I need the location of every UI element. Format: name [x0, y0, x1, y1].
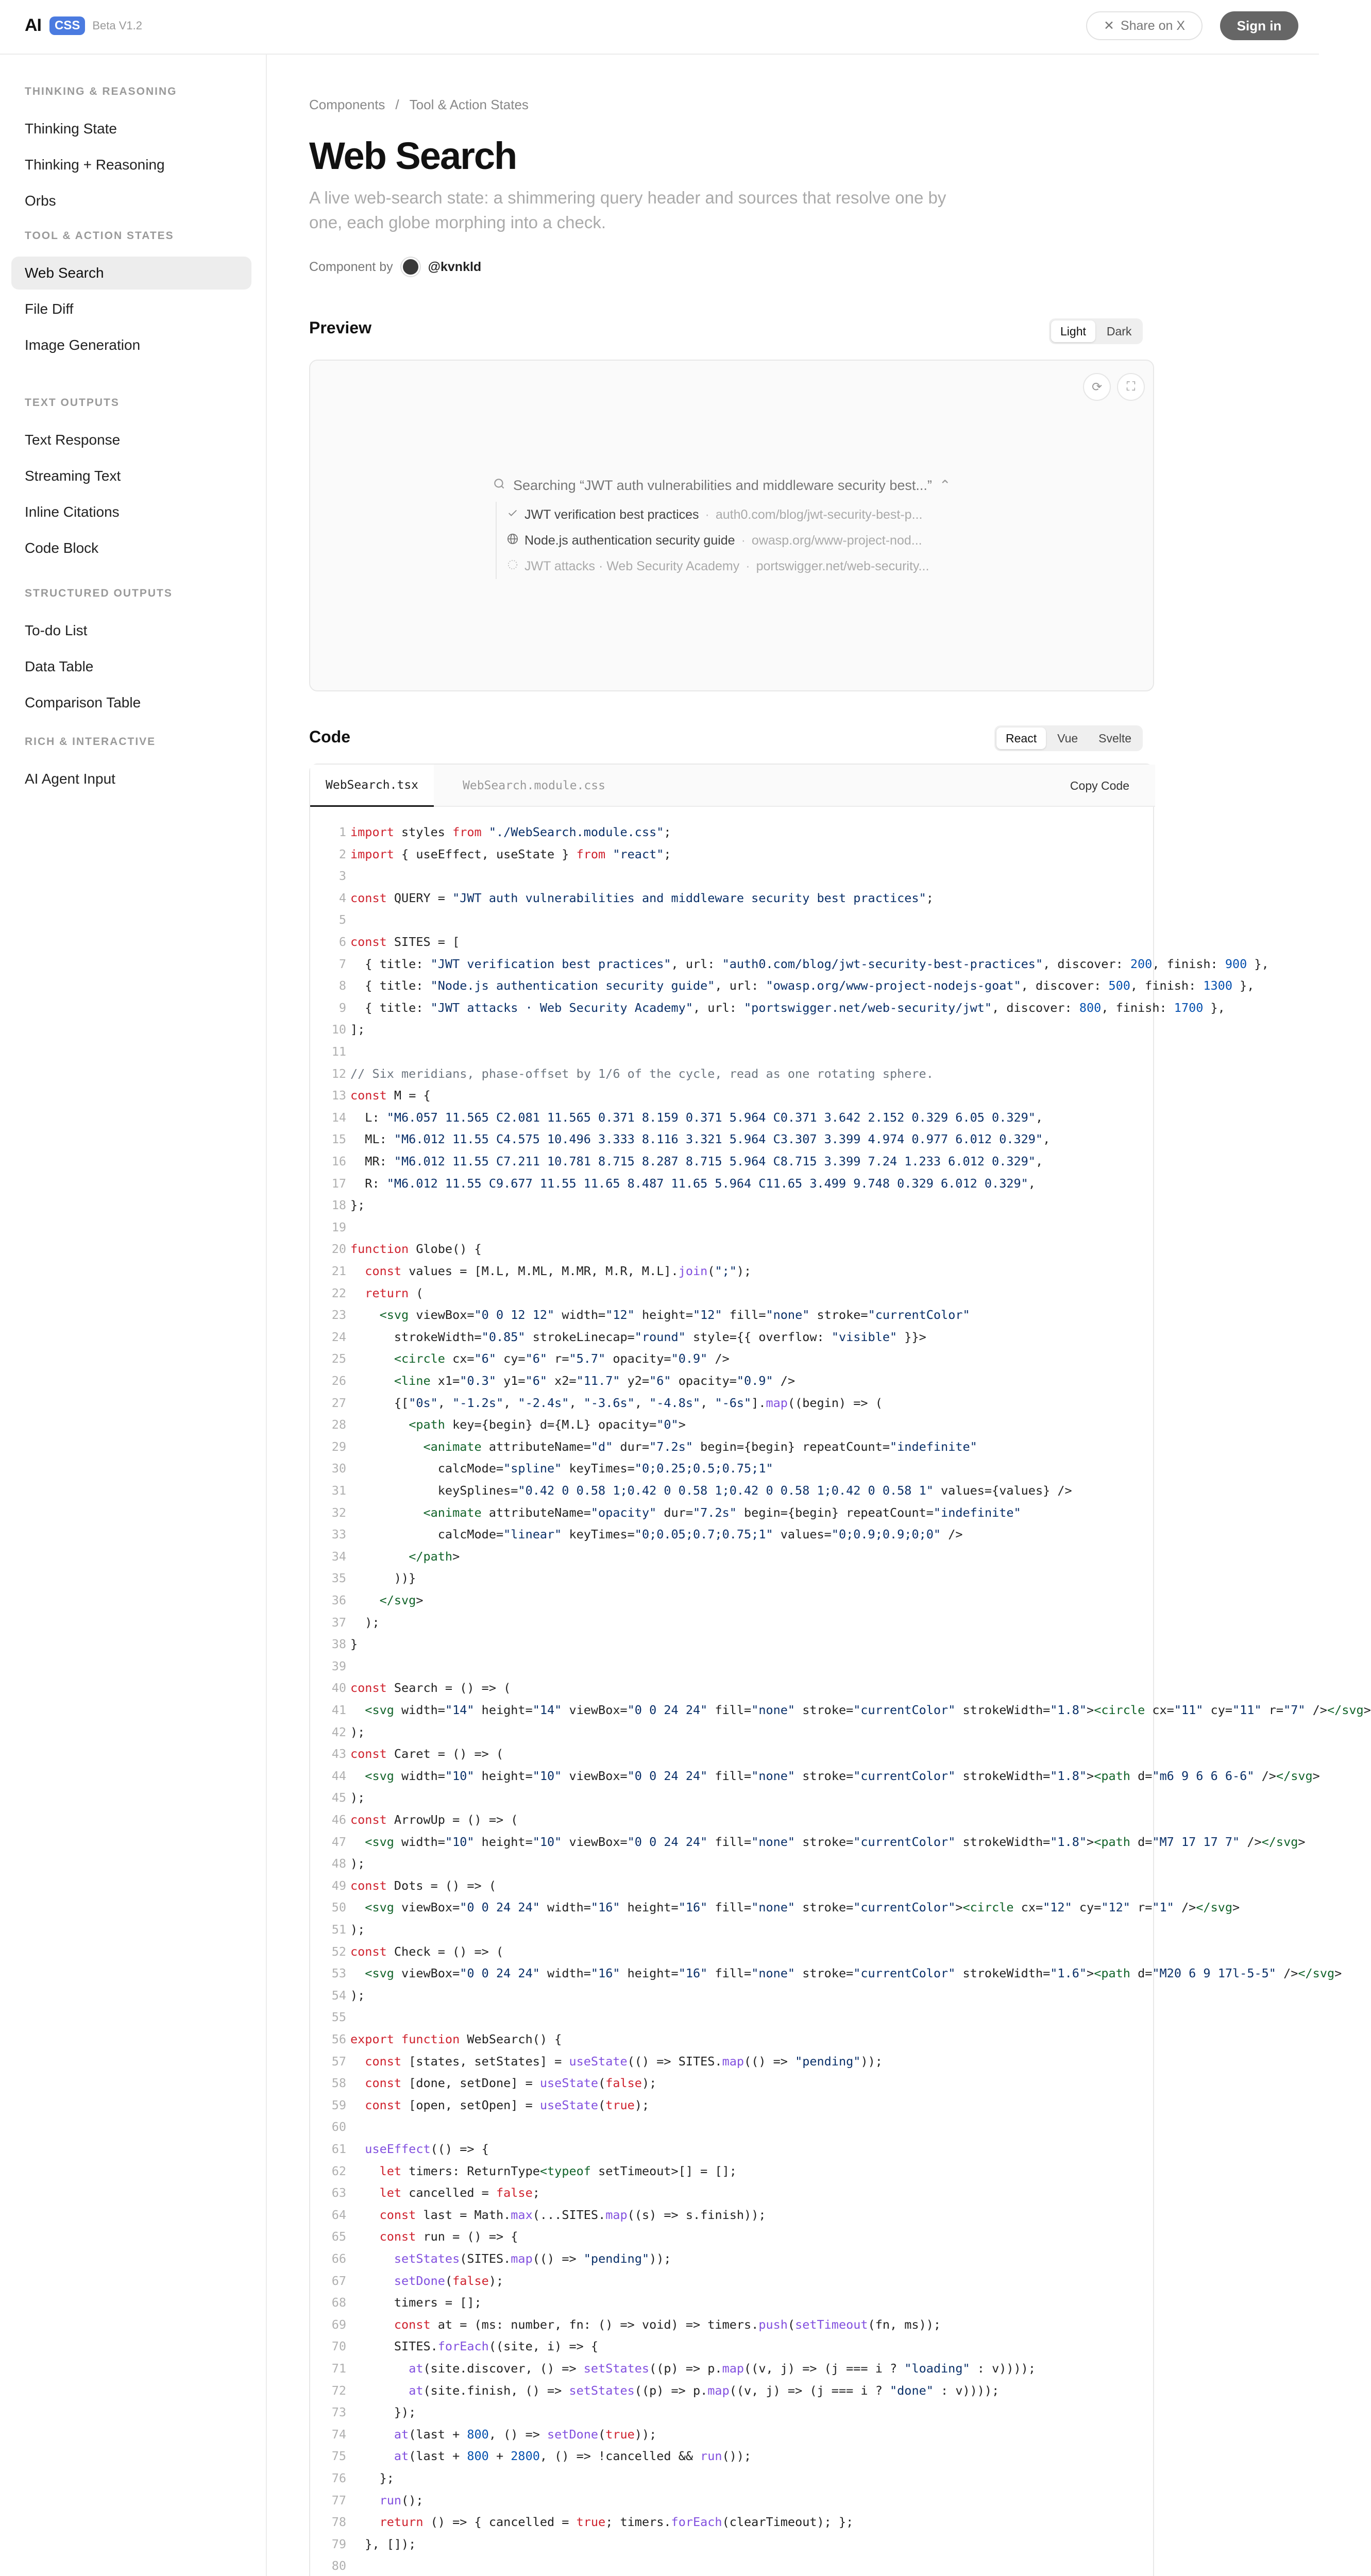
line-number: 16: [331, 1154, 346, 1168]
beta-label: Beta V1.2: [92, 19, 142, 32]
line-number: 47: [331, 1834, 346, 1849]
line-number: 78: [331, 2515, 346, 2530]
line-number: 75: [331, 2449, 346, 2464]
breadcrumb: [309, 97, 529, 113]
code-line: at(last + 800 + 2800, () => !cancelled && run());: [394, 2449, 752, 2464]
code-line: const ArrowUp = () => (: [350, 1812, 518, 1827]
sidebar-item-thinking-reasoning[interactable]: Thinking + Reasoning: [25, 157, 165, 173]
code-line: );: [350, 1724, 365, 1739]
code-line: import { useEffect, useState } from "react";: [350, 846, 671, 861]
line-number: 3: [338, 869, 346, 884]
line-number: 19: [331, 1219, 346, 1234]
code-line: );: [350, 1790, 365, 1805]
code-line: const run = () => {: [379, 2229, 518, 2244]
code-line: <line x1="0.3" y1="6" x2="11.7" y2="6" opacity="0.9" />: [394, 1374, 795, 1388]
result-url: auth0.com/blog/jwt-security-best-p...: [715, 507, 923, 522]
code-line: at(site.discover, () => setStates((p) => p.map((v, j) => (j === i ? "loading" : v))));: [409, 2361, 1036, 2376]
dots-icon: [507, 559, 518, 574]
line-number: 48: [331, 1856, 346, 1871]
line-number: 37: [331, 1615, 346, 1630]
code-line: <svg width="10" height="10" viewBox="0 0 24 24" fill="none" stroke="currentColor" strokeWidth="1.8"><path d="M7 17 17 7" /></svg>: [365, 1834, 1306, 1849]
line-number: 73: [331, 2405, 346, 2420]
page-title: Web Search: [309, 134, 517, 177]
code-line: <svg viewBox="0 0 24 24" width="16" height="16" fill="none" stroke="currentColor"><circle cx="12" cy="12" r="1" /></svg>: [365, 1900, 1240, 1915]
line-number: 14: [331, 1110, 346, 1125]
line-number: 35: [331, 1571, 346, 1586]
code-line: let cancelled = false;: [379, 2185, 540, 2200]
line-number: 66: [331, 2251, 346, 2266]
code-line: setDone(false);: [394, 2273, 504, 2288]
result-item[interactable]: [507, 528, 971, 553]
code-line: import styles from "./WebSearch.module.css";: [350, 825, 671, 839]
code-line: keySplines="0.42 0 0.58 1;0.42 0 0.58 1;0.42 0 0.58 1;0.42 0 0.58 1" values={values} />: [350, 1483, 1072, 1498]
code-line: setStates(SITES.map(() => "pending"));: [394, 2251, 671, 2266]
top-bar: [0, 0, 1319, 55]
code-line: const Dots = () => (: [350, 1878, 496, 1893]
sidebar-item-to-do-list[interactable]: To-do List: [25, 622, 88, 638]
code-line: export function WebSearch() {: [350, 2032, 562, 2046]
line-number: 58: [331, 2076, 346, 2091]
line-number: 40: [331, 1681, 346, 1696]
code-line: SITES.forEach((site, i) => {: [350, 2339, 599, 2354]
code-line: function Globe() {: [350, 1242, 482, 1257]
code-line: );: [350, 1988, 365, 2003]
line-number: 21: [331, 1264, 346, 1278]
line-number: 80: [331, 2558, 346, 2573]
result-item[interactable]: [507, 553, 971, 579]
search-header: [493, 475, 967, 496]
code-line: const Caret = () => (: [350, 1747, 504, 1761]
code-line: at(site.finish, () => setStates((p) => p.map((v, j) => (j === i ? "done" : v))));: [409, 2383, 1000, 2398]
line-number: 49: [331, 1878, 346, 1893]
code-line: { title: "Node.js authentication security guide", url: "owasp.org/www-project-nodejs-goat", discover: 500, finish: 1300 },: [350, 978, 1255, 993]
line-number: 72: [331, 2383, 346, 2398]
sidebar-section-label: TOOL & ACTION STATES: [25, 230, 174, 242]
share-on-x-button[interactable]: [1086, 11, 1203, 40]
code-line: <path key={begin} d={M.L} opacity="0">: [409, 1417, 686, 1432]
tab-websearch-tsx[interactable]: WebSearch.tsx: [310, 765, 434, 807]
preview-heading: Preview: [309, 318, 371, 337]
line-number: 45: [331, 1790, 346, 1805]
code-line: <animate attributeName="d" dur="7.2s" begin={begin} repeatCount="indefinite": [423, 1439, 977, 1454]
code-line: R: "M6.012 11.55 C9.677 11.55 11.65 8.487 11.65 5.964 C11.65 3.499 9.748 0.329 6.012 0.329",: [350, 1176, 1036, 1191]
code-line: MR: "M6.012 11.55 C7.211 10.781 8.715 8.287 8.715 5.964 C8.715 3.399 7.24 1.233 6.012 0.329",: [350, 1154, 1043, 1168]
line-number: 52: [331, 1944, 346, 1959]
line-number: 17: [331, 1176, 346, 1191]
code-line: });: [350, 2405, 416, 2420]
line-number: 60: [331, 2120, 346, 2134]
code-line: ML: "M6.012 11.55 C4.575 10.496 3.333 8.116 3.321 5.964 C3.307 3.399 4.974 0.977 6.012 0.329",: [350, 1132, 1051, 1147]
sidebar-item-image-generation[interactable]: Image Generation: [25, 337, 141, 353]
avatar: [401, 258, 420, 276]
line-number: 71: [331, 2361, 346, 2376]
line-number: 67: [331, 2273, 346, 2288]
line-number: 33: [331, 1527, 346, 1542]
line-number: 54: [331, 1988, 346, 2003]
code-line: };: [350, 2471, 394, 2485]
sidebar-item-thinking-state[interactable]: Thinking State: [25, 121, 117, 137]
result-separator: ·: [705, 507, 709, 522]
sidebar-item-file-diff[interactable]: File Diff: [25, 301, 74, 317]
line-number: 43: [331, 1747, 346, 1761]
tab-websearch-css[interactable]: WebSearch.module.css: [463, 779, 605, 792]
replay-icon[interactable]: ⟳: [1083, 373, 1111, 401]
line-number: 62: [331, 2163, 346, 2178]
sidebar-item-comparison-table[interactable]: Comparison Table: [25, 694, 141, 710]
code-line: ))}: [350, 1571, 416, 1586]
line-number: 29: [331, 1439, 346, 1454]
line-number: 4: [338, 890, 346, 905]
code-line: );: [350, 1615, 380, 1630]
line-number: 64: [331, 2207, 346, 2222]
code-line: <circle cx="6" cy="6" r="5.7" opacity="0.9" />: [394, 1351, 730, 1366]
line-number: 51: [331, 1922, 346, 1937]
author-link[interactable]: @kvnkld: [428, 259, 482, 274]
line-number: 56: [331, 2032, 346, 2046]
line-number: 38: [331, 1637, 346, 1652]
code-line: ];: [350, 1022, 365, 1037]
line-number: 77: [331, 2493, 346, 2507]
code-line: const SITES = [: [350, 935, 460, 949]
line-number: 20: [331, 1242, 346, 1257]
line-number: 7: [338, 956, 346, 971]
code-line: const at = (ms: number, fn: () => void) => timers.push(setTimeout(fn, ms));: [394, 2317, 941, 2332]
line-number: 8: [338, 978, 346, 993]
page-description: A live web-search state: a shimmering query header and sources that resolve one by one, each globe morphing into a check.: [309, 188, 946, 232]
byline: [309, 258, 481, 276]
fullscreen-icon[interactable]: ⛶: [1117, 373, 1145, 401]
line-number: 44: [331, 1768, 346, 1783]
line-number: 18: [331, 1198, 346, 1213]
sidebar-item-streaming-text[interactable]: Streaming Text: [25, 468, 121, 484]
line-number: 26: [331, 1374, 346, 1388]
line-number: 74: [331, 2427, 346, 2442]
result-title: JWT attacks · Web Security Academy: [524, 558, 740, 573]
result-separator: ·: [746, 558, 750, 573]
sidebar-section-label: STRUCTURED OUTPUTS: [25, 587, 173, 599]
theme-toggle: [1049, 318, 1143, 344]
globe-icon: [507, 533, 518, 548]
code-line: </svg>: [379, 1593, 424, 1607]
code-line: };: [350, 1198, 365, 1213]
line-number: 70: [331, 2339, 346, 2354]
copy-code-button[interactable]: Copy Code: [1060, 772, 1140, 800]
line-number: 5: [338, 912, 346, 927]
line-number: 39: [331, 1658, 346, 1673]
line-number: 25: [331, 1351, 346, 1366]
line-number: 55: [331, 2010, 346, 2025]
line-number: 36: [331, 1593, 346, 1607]
code-line: const Search = () => (: [350, 1681, 511, 1696]
sidebar-item-orbs[interactable]: Orbs: [25, 193, 56, 209]
line-number: 32: [331, 1505, 346, 1520]
logo-css-badge: CSS: [49, 16, 85, 35]
line-number: 59: [331, 2097, 346, 2112]
code-panel: [309, 764, 1371, 2576]
line-number: 50: [331, 1900, 346, 1915]
code-line: const M = {: [350, 1088, 431, 1103]
code-line: <svg viewBox="0 0 12 12" width="12" height="12" fill="none" stroke="currentColor": [379, 1308, 970, 1323]
line-number: 53: [331, 1966, 346, 1981]
search-query-text: Searching “JWT auth vulnerabilities and middleware security best...”: [513, 477, 932, 493]
code-line: calcMode="spline" keyTimes="0;0.25;0.5;0.75;1": [350, 1461, 773, 1476]
line-number: 31: [331, 1483, 346, 1498]
theme-option-light[interactable]: Light: [1051, 320, 1095, 342]
line-number: 12: [331, 1066, 346, 1081]
code-line: timers = [];: [350, 2295, 482, 2310]
code-line: { title: "JWT verification best practices", url: "auth0.com/blog/jwt-security-best-practices", discover: 200, finish: 900 },: [350, 956, 1269, 971]
line-number: 63: [331, 2185, 346, 2200]
sidebar-section-label: TEXT OUTPUTS: [25, 397, 120, 409]
line-number: 68: [331, 2295, 346, 2310]
sidebar: [0, 55, 267, 2576]
line-number: 34: [331, 1549, 346, 1564]
file-tabs: [310, 765, 1155, 807]
code-line: {["0s", "-1.2s", "-2.4s", "-3.6s", "-4.8s", "-6s"].map((begin) => (: [350, 1395, 883, 1410]
sidebar-item-text-response[interactable]: Text Response: [25, 432, 121, 448]
theme-option-dark[interactable]: Dark: [1106, 324, 1132, 338]
share-label: Share on X: [1120, 18, 1186, 33]
code-line: const Check = () => (: [350, 1944, 504, 1959]
line-number: 30: [331, 1461, 346, 1476]
line-number: 28: [331, 1417, 346, 1432]
code-line: );: [350, 1922, 365, 1937]
result-url: portswigger.net/web-security...: [756, 558, 929, 573]
line-number: 10: [331, 1022, 346, 1037]
sidebar-section-label: RICH & INTERACTIVE: [25, 736, 156, 748]
line-number: 22: [331, 1285, 346, 1300]
line-number: 76: [331, 2471, 346, 2485]
line-number: 41: [331, 1703, 346, 1717]
logo-ai: AI: [25, 15, 41, 35]
web-search-widget: [493, 475, 967, 579]
code-line: <svg viewBox="0 0 24 24" width="16" height="16" fill="none" stroke="currentColor" strokeWidth="1.6"><path d="M20 6 9 17l-5-5" /></svg>: [365, 1966, 1342, 1981]
line-number: 57: [331, 2054, 346, 2069]
code-line: calcMode="linear" keyTimes="0;0.05;0.7;0.75;1" values="0;0.9;0.9;0;0" />: [350, 1527, 963, 1542]
code-line: at(last + 800, () => setDone(true));: [394, 2427, 657, 2442]
code-line: </path>: [409, 1549, 460, 1564]
result-title: JWT verification best practices: [524, 507, 699, 522]
check-icon: [507, 507, 518, 522]
breadcrumb-components[interactable]: Components: [309, 97, 385, 112]
sidebar-item-web-search[interactable]: Web Search: [11, 257, 251, 290]
code-line: // Six meridians, phase-offset by 1/6 of the cycle, read as one rotating sphere.: [350, 1066, 934, 1081]
code-line: const values = [M.L, M.ML, M.MR, M.R, M.L].join(";");: [365, 1264, 752, 1278]
code-heading: Code: [309, 727, 350, 746]
sidebar-item-code-block[interactable]: Code Block: [25, 540, 99, 556]
code-line: return (: [365, 1285, 424, 1300]
code-line: const [states, setStates] = useState(() => SITES.map(() => "pending"));: [365, 2054, 883, 2069]
sidebar-item-data-table[interactable]: Data Table: [25, 658, 94, 674]
code-line: strokeWidth="0.85" strokeLinecap="round" style={{ overflow: "visible" }}>: [350, 1329, 926, 1344]
line-number: 6: [338, 935, 346, 949]
code-line: const last = Math.max(...SITES.map((s) => s.finish));: [379, 2207, 766, 2222]
code-line: return () => { cancelled = true; timers.forEach(clearTimeout); };: [379, 2515, 854, 2530]
sidebar-item-inline-citations[interactable]: Inline Citations: [25, 504, 120, 520]
line-number: 27: [331, 1395, 346, 1410]
line-number: 46: [331, 1812, 346, 1827]
line-number: 23: [331, 1308, 346, 1323]
code-line: run();: [379, 2493, 424, 2507]
x-icon: ✕: [1103, 19, 1114, 33]
line-number: 65: [331, 2229, 346, 2244]
line-number: 42: [331, 1724, 346, 1739]
result-url: owasp.org/www-project-nod...: [751, 533, 922, 548]
code-line: <animate attributeName="opacity" dur="7.2s" begin={begin} repeatCount="indefinite": [423, 1505, 1021, 1520]
result-title: Node.js authentication security guide: [524, 533, 735, 548]
line-number: 24: [331, 1329, 346, 1344]
code-line: const QUERY = "JWT auth vulnerabilities and middleware security best practices";: [350, 890, 934, 905]
preview-panel: [309, 360, 1154, 691]
chevron-down-icon[interactable]: ⌃: [939, 477, 951, 493]
byline-label: Component by: [309, 259, 393, 274]
line-number: 11: [331, 1044, 346, 1059]
sign-in-button[interactable]: Sign in: [1220, 11, 1298, 40]
search-icon: [493, 477, 506, 494]
logo[interactable]: [25, 15, 142, 36]
line-number: 69: [331, 2317, 346, 2332]
code-line: <svg width="10" height="10" viewBox="0 0 24 24" fill="none" stroke="currentColor" strokeWidth="1.8"><path d="m6 9 6 6 6-6" /></svg>: [365, 1768, 1320, 1783]
line-number: 2: [338, 846, 346, 861]
result-item[interactable]: [507, 502, 971, 528]
code-line: const [done, setDone] = useState(false);: [365, 2076, 657, 2091]
code-line: );: [350, 1856, 365, 1871]
framework-option-react[interactable]: React: [996, 727, 1046, 749]
sidebar-section-label: THINKING & REASONING: [25, 86, 177, 97]
code-line: const [open, setOpen] = useState(true);: [365, 2097, 650, 2112]
framework-toggle: [994, 725, 1143, 751]
breadcrumb-current[interactable]: Tool & Action States: [409, 97, 529, 112]
line-number: 13: [331, 1088, 346, 1103]
line-number: 79: [331, 2536, 346, 2551]
code-line: { title: "JWT attacks · Web Security Academy", url: "portswigger.net/web-security/jwt", discover: 800, finish: 1700 },: [350, 1000, 1225, 1015]
line-number: 9: [338, 1000, 346, 1015]
code-line: }, []);: [350, 2536, 416, 2551]
code-line: useEffect(() => {: [365, 2142, 489, 2156]
framework-option-svelte[interactable]: Svelte: [1098, 731, 1132, 745]
breadcrumb-separator: /: [395, 97, 399, 112]
code-line: let timers: ReturnType<typeof setTimeout>[] = [];: [379, 2163, 737, 2178]
sidebar-item-ai-agent-input[interactable]: AI Agent Input: [25, 771, 115, 787]
framework-option-vue[interactable]: Vue: [1057, 731, 1078, 745]
line-number: 15: [331, 1132, 346, 1147]
results-list: [496, 502, 967, 579]
line-number: 61: [331, 2142, 346, 2156]
code-line: }: [350, 1637, 358, 1652]
result-separator: ·: [741, 533, 746, 548]
code-line: L: "M6.057 11.565 C2.081 11.565 0.371 8.159 0.371 5.964 C0.371 3.642 2.152 0.329 6.05 0.329",: [350, 1110, 1043, 1125]
code-line: <svg width="14" height="14" viewBox="0 0 24 24" fill="none" stroke="currentColor" strokeWidth="1.8"><circle cx="11" cy="11" r="7" /></svg>: [365, 1703, 1371, 1717]
line-number: 1: [338, 825, 346, 839]
